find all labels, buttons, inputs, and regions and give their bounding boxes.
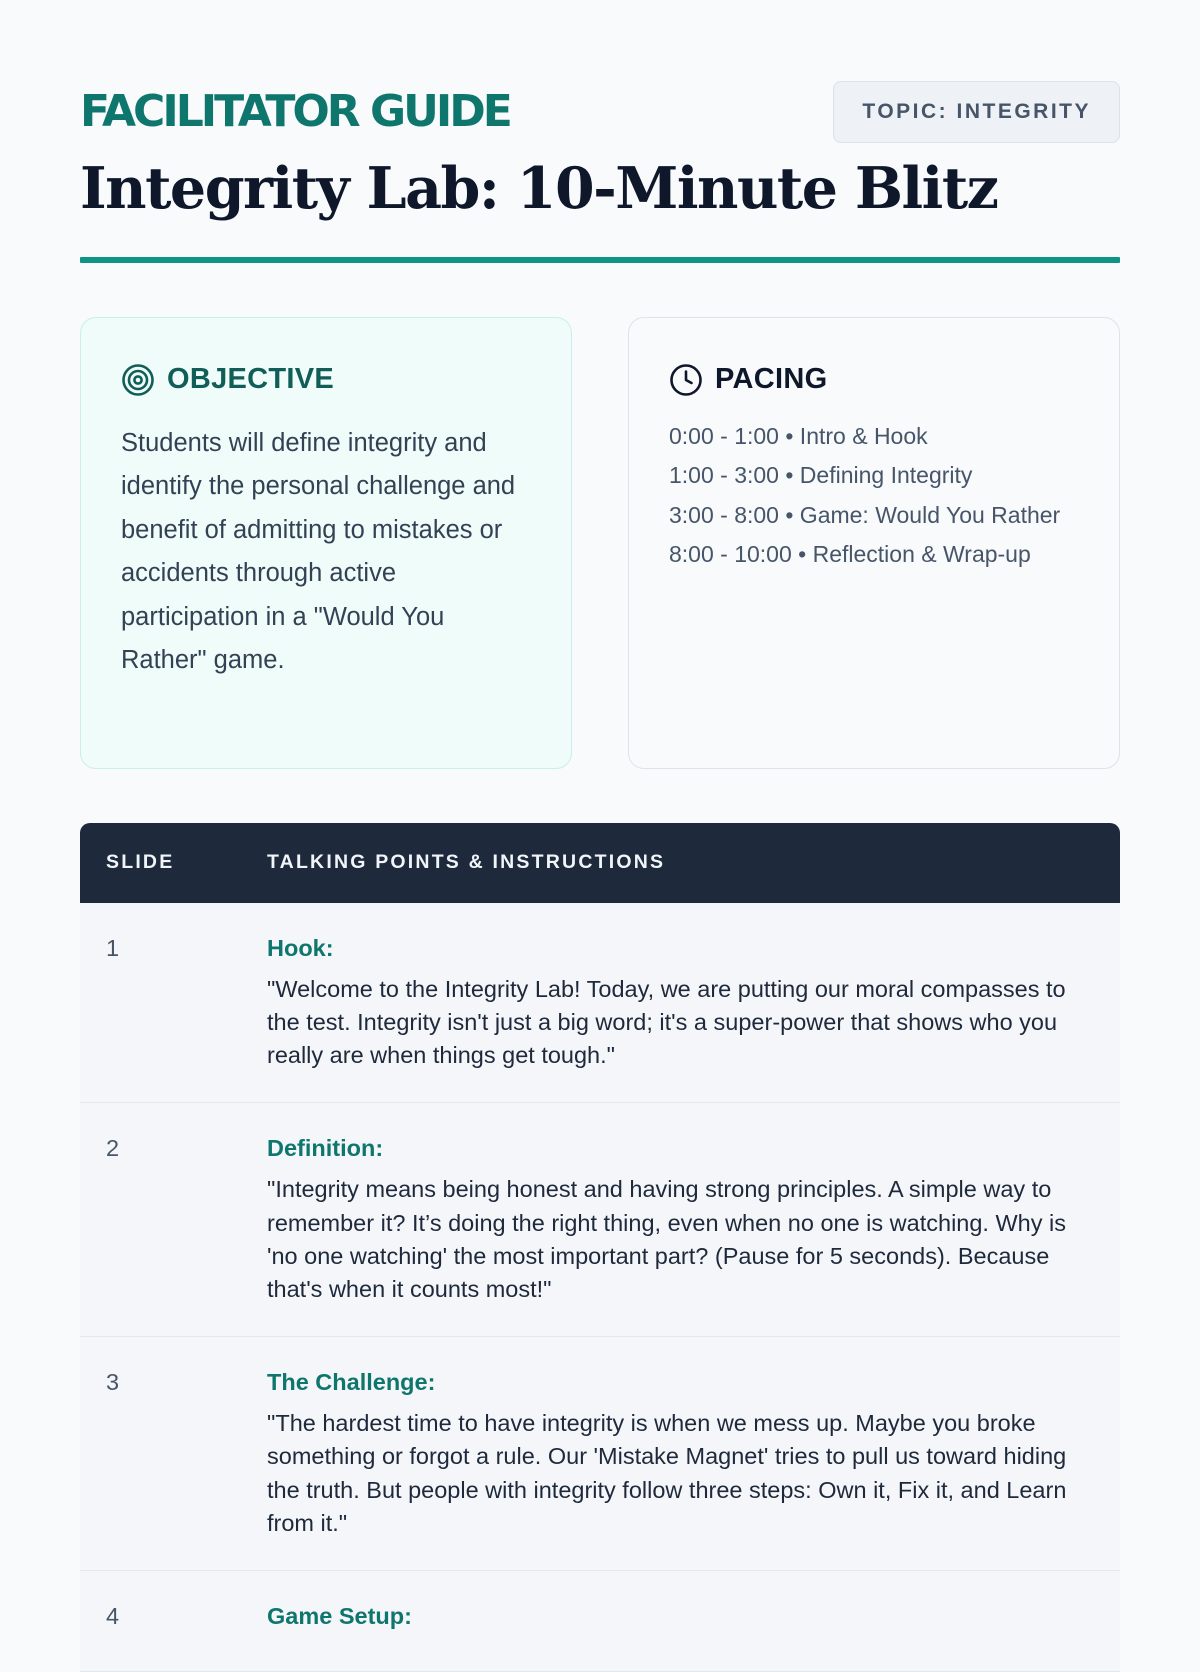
guide-kicker: FACILITATOR GUIDE xyxy=(80,86,510,137)
page-title: Integrity Lab: 10-Minute Blitz xyxy=(80,155,998,222)
talking-point-body: "Welcome to the Integrity Lab! Today, we are putting our moral compasses to the test. Integrity isn't just a big word; it's a super-power that shows who you really are when things get tough." xyxy=(267,975,1066,1069)
column-header-slide: SLIDE xyxy=(106,851,175,874)
table-row xyxy=(80,1103,1120,1337)
summary-cards xyxy=(80,317,1120,769)
pacing-item: 3:00 - 8:00 • Game: Would You Rather xyxy=(669,501,1061,528)
talking-point-heading: The Challenge: xyxy=(267,1369,436,1396)
talking-point-heading: Definition: xyxy=(267,1135,384,1162)
header xyxy=(80,80,1120,144)
title-divider xyxy=(80,257,1120,263)
talking-points-table xyxy=(80,823,1120,1672)
table-row xyxy=(80,1337,1120,1571)
pacing-item: 8:00 - 10:00 • Reflection & Wrap-up xyxy=(669,541,1031,568)
target-icon xyxy=(121,363,155,397)
pacing-item: 0:00 - 1:00 • Intro & Hook xyxy=(669,422,928,449)
slide-number: 4 xyxy=(106,1602,120,1629)
talking-point-body: "The hardest time to have integrity is when we mess up. Maybe you broke something or forgot a rule. Our 'Mistake Magnet' tries to pull us toward hiding the truth. But people with integrity follow three steps: Own it, Fix it, and Learn from it." xyxy=(267,1410,1067,1536)
objective-card-header xyxy=(121,362,531,398)
objective-title: OBJECTIVE xyxy=(167,363,335,396)
table-header-row xyxy=(80,823,1120,903)
slide-number: 2 xyxy=(106,1135,120,1162)
pacing-card xyxy=(628,317,1120,769)
table-row xyxy=(80,1571,1120,1672)
pacing-list xyxy=(669,420,1079,572)
table-row xyxy=(80,903,1120,1104)
objective-card xyxy=(80,317,572,769)
talking-point-heading: Hook: xyxy=(267,934,334,961)
talking-point-body: "Integrity means being honest and having strong principles. A simple way to remember it? It’s doing the right thing, even when no one is watching. Why is 'no one watching' the most important part? (Pause for 5 seconds). Because that's when it counts most!" xyxy=(267,1176,1066,1302)
pacing-title: PACING xyxy=(715,363,828,396)
pacing-item: 1:00 - 3:00 • Defining Integrity xyxy=(669,462,973,489)
pacing-card-header xyxy=(669,362,1079,398)
column-header-talking-points: TALKING POINTS & INSTRUCTIONS xyxy=(267,851,666,874)
talking-point-heading: Game Setup: xyxy=(267,1602,412,1629)
slide-number: 3 xyxy=(106,1369,120,1396)
objective-text: Students will define integrity and identify the personal challenge and benefit of admitting to mistakes or accidents through active participation in a "Would You Rather" game. xyxy=(121,428,516,675)
clock-icon xyxy=(669,363,703,397)
topic-badge: TOPIC: INTEGRITY xyxy=(833,81,1120,143)
slide-number: 1 xyxy=(106,934,120,961)
